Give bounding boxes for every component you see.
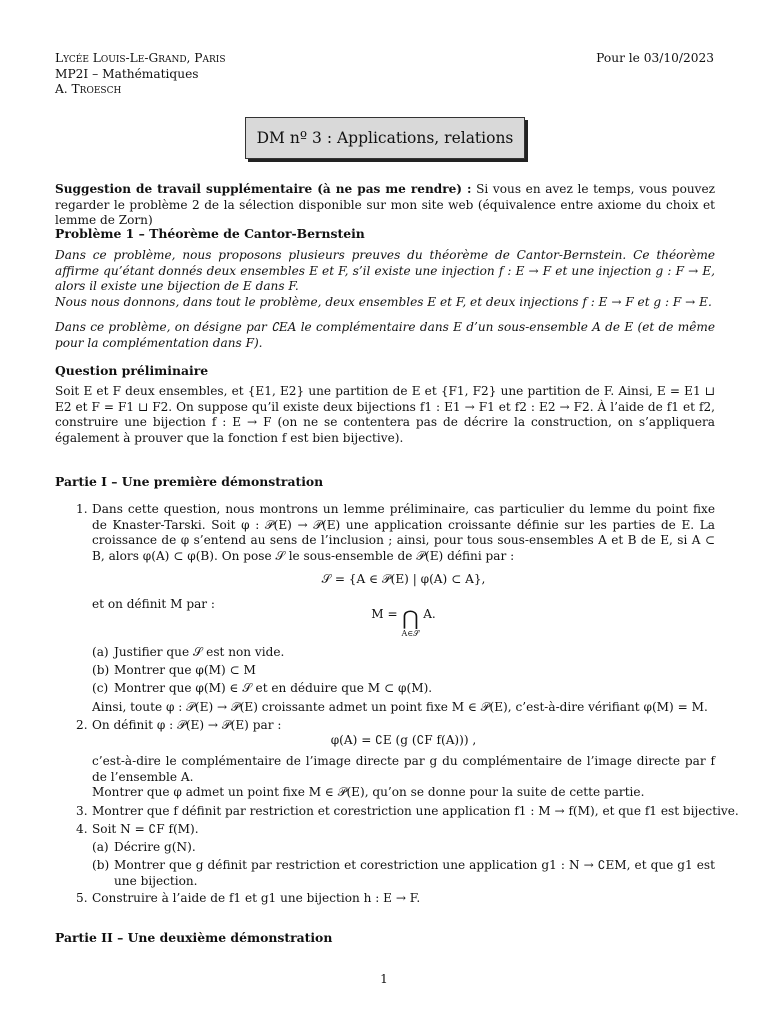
q4-text: Soit N = ∁F f(M).	[92, 822, 199, 836]
school-name: Lycée Louis-Le-Grand, Paris	[55, 51, 226, 65]
q3-text: Montrer que f définit par restriction et corestriction une application f1 : M → f(M), et que f1 est bijective.	[92, 804, 739, 818]
course-name: MP2I – Mathématiques	[55, 66, 199, 81]
header-left	[55, 51, 226, 98]
eq-m-rhs: A.	[423, 607, 436, 621]
title-box	[245, 117, 525, 159]
q1-text: Dans cette question, nous montrons un lemme préliminaire, cas particulier du lemme du point fixe de Knaster-Tarski. Soit φ : 𝒫(E) → 𝒫(E) une application croissante définie sur les parties de E. La croissance de φ s’entend au sens de l’inclusion ; ainsi, pour tous sous-ensembles A et B de E, si A ⊂ B, alors φ(A) ⊂ φ(B). On pose 𝒮 le sous-ensemble de 𝒫(E) défini par :	[92, 502, 715, 563]
suggestion-text: Si vous en avez le temps, vous pouvez regarder le problème 2 de la sélection disponible sur mon site web (équivalence entre axiome du choix et lemme de Zorn)	[55, 182, 715, 228]
q5-number: 5.	[76, 891, 88, 905]
problem1-intro	[55, 248, 715, 310]
q1c-text: Montrer que φ(M) ∈ 𝒮 et en déduire que M ⊂ φ(M).	[114, 681, 433, 695]
q2-instruction: Montrer que φ admet un point fixe M ∈ 𝒫(E), qu’on se donne pour la suite de cette partie.	[92, 785, 645, 799]
page-number: 1	[380, 972, 388, 986]
q4b-label: (b)	[92, 858, 110, 872]
q1b-label: (b)	[92, 663, 110, 677]
intro-paragraph-2: Nous nous donnons, dans tout le problème, deux ensembles E et F, et deux injections f : E → F et g : F → E.	[55, 294, 712, 309]
q4a-label: (a)	[92, 840, 109, 854]
big-intersection	[401, 607, 419, 638]
q3-number: 3.	[76, 804, 88, 818]
teacher-name: A. Troesch	[55, 82, 122, 96]
equation-m	[92, 607, 715, 638]
q4a-text: Décrire g(N).	[114, 840, 196, 854]
page-title: DM nº 3 : Applications, relations	[256, 129, 514, 147]
intersection-subscript: A∈𝒮	[401, 629, 420, 638]
q2-explanation: c’est-à-dire le complémentaire de l’image directe par g du complémentaire de l’image directe par f de l’ensemble A.	[92, 754, 715, 784]
suggestion-paragraph	[55, 182, 715, 229]
q4-number: 4.	[76, 822, 88, 836]
q1-number: 1.	[76, 502, 88, 516]
intro-paragraph-1: Dans ce problème, nous proposons plusieurs preuves du théorème de Cantor-Bernstein. Ce théorème affirme qu’étant donnés deux ensembles E et F, s’il existe une injection f : E → F et une injection g : F → E, alors il existe une bijection de E dans F.	[55, 248, 715, 294]
q4b-text: Montrer que g définit par restriction et corestriction une application g1 : N → ∁EM, et que g1 est une bijection.	[114, 858, 715, 888]
prelim-text: Soit E et F deux ensembles, et {E1, E2} une partition de E et {F1, F2} une partition de F. Ainsi, E = E1 ⊔ E2 et F = F1 ⊔ F2. On suppose qu’il existe deux bijections f1 : E1 → F1 et f2 : E2 → F2. À l’aide de f1 et f2, construire une bijection f : E → F (on ne se contentera pas de décrire la construction, on s’appliquera également à prouver que la fonction f est bien bijective).	[55, 384, 715, 445]
problem1-notation: Dans ce problème, on désigne par ∁EA le complémentaire dans E d’un sous-ensemble A de E (et de même pour la complémentation dans F).	[55, 320, 715, 350]
equation-phi: φ(A) = ∁E (g (∁F f(A))) ,	[330, 733, 477, 747]
q5-text: Construire à l’aide de f1 et g1 une bijection h : E → F.	[92, 891, 421, 905]
q1a-label: (a)	[92, 645, 109, 659]
problem1-heading: Problème 1 – Théorème de Cantor-Bernstein	[55, 226, 365, 241]
suggestion-label: Suggestion de travail supplémentaire (à ne pas me rendre) :	[55, 182, 472, 196]
q1a-text: Justifier que 𝒮 est non vide.	[114, 645, 285, 659]
prelim-heading: Question préliminaire	[55, 363, 209, 378]
part2-heading: Partie II – Une deuxième démonstration	[55, 930, 333, 945]
q1-conclusion: Ainsi, toute φ : 𝒫(E) → 𝒫(E) croissante admet un point fixe M ∈ 𝒫(E), c’est-à-dire vérifiant φ(M) = M.	[92, 700, 708, 714]
eq-m-lhs: M =	[371, 607, 402, 621]
equation-s: 𝒮 = {A ∈ 𝒫(E) | φ(A) ⊂ A},	[321, 572, 486, 586]
define-m: et on définit M par :	[92, 597, 215, 611]
q1b-text: Montrer que φ(M) ⊂ M	[114, 663, 256, 677]
q2-text: On définit φ : 𝒫(E) → 𝒫(E) par :	[92, 718, 282, 732]
due-date: Pour le 03/10/2023	[596, 51, 714, 65]
part1-heading: Partie I – Une première démonstration	[55, 474, 324, 489]
q2-number: 2.	[76, 718, 88, 732]
intersection-symbol: ⋂	[402, 606, 419, 630]
q1c-label: (c)	[92, 681, 109, 695]
